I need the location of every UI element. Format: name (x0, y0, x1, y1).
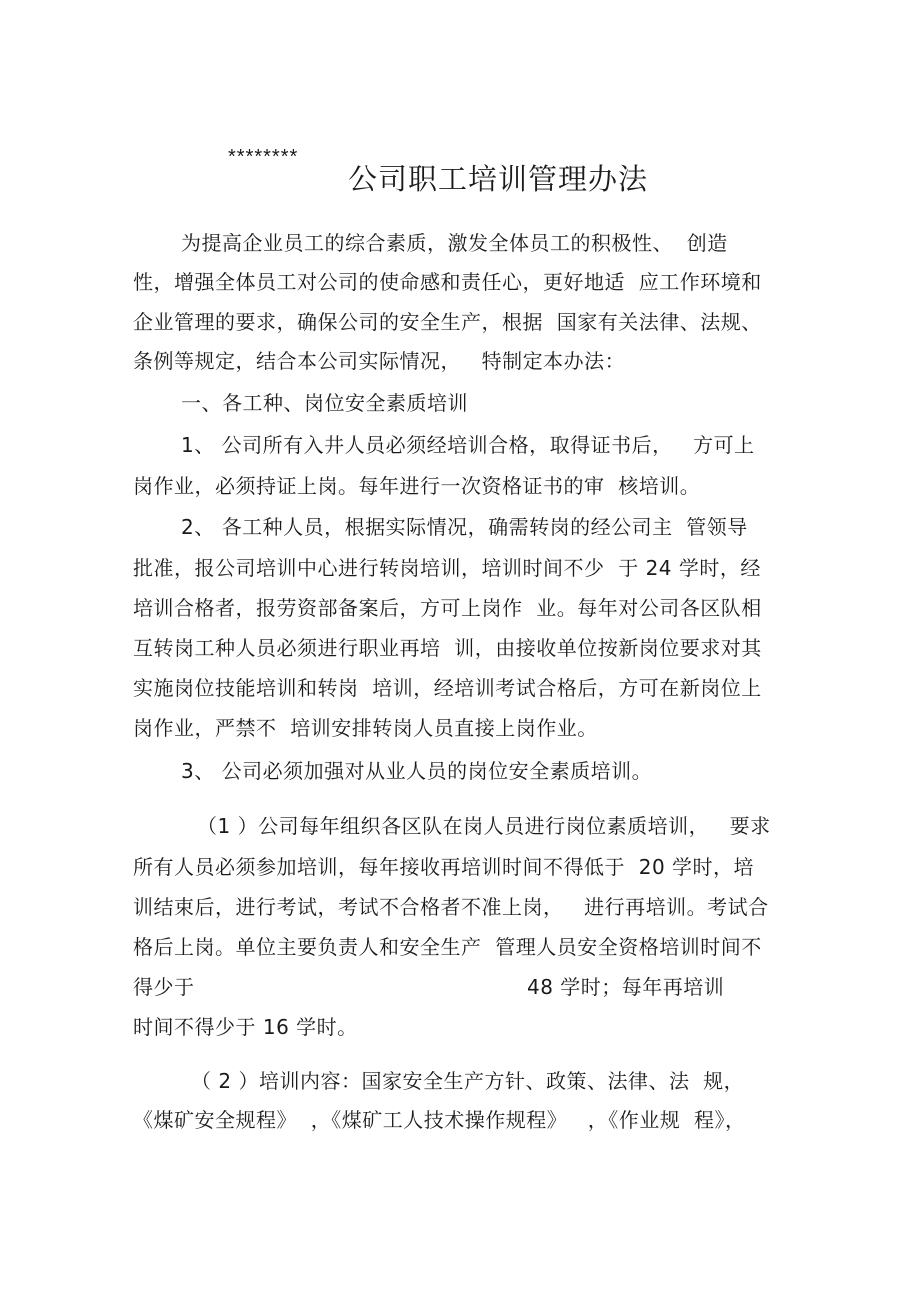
paragraph-line: 实施岗位技能培训和转岗 培训，经培训考试合格后，方可在新岗位上 (133, 676, 762, 700)
title-prefix: ******** (228, 146, 299, 168)
paragraph-line: 1、 公司所有入井人员必须经培训合格，取得证书后， 方可上 (181, 433, 755, 457)
paragraph-line: 岗作业，必须持证上岗。每年进行一次资格证书的审 核培训。 (133, 474, 701, 498)
paragraph-line: 企业管理的要求，确保公司的安全生产，根据 国家有关法律、法规、 (133, 310, 762, 334)
paragraph-line: 《煤矿安全规程》 ，《煤矿工人技术操作规程》 ，《作业规 程》， (133, 1108, 746, 1132)
paragraph-line: 训结束后，进行考试，考试不合格者不准上岗， 进行再培训。考试合 (133, 895, 769, 919)
paragraph-line: 时间不得少于 16 学时。 (133, 1015, 358, 1039)
page-title: 公司职工培训管理办法 (348, 162, 649, 196)
paragraph-line: 岗作业，严禁不 培训安排转岗人员直接上岗作业。 (133, 716, 598, 740)
paragraph-line: 2、 各工种人员，根据实际情况，确需转岗的经公司主 管领导 (181, 515, 748, 539)
paragraph-line: （1 ）公司每年组织各区队在岗人员进行岗位素质培训， 要求 (197, 814, 771, 838)
paragraph-line: 48 学时；每年再培训 (527, 975, 725, 999)
paragraph-line: （ 2 ）培训内容：国家安全生产方针、政策、法律、法 规， (191, 1069, 745, 1093)
paragraph-line: 得少于 (133, 975, 195, 999)
paragraph-line: 为提高企业员工的综合素质，激发全体员工的积极性、 创造 (181, 231, 728, 255)
paragraph-line: 培训合格者，报劳资部备案后，方可上岗作 业。每年对公司各区队相 (133, 596, 762, 620)
paragraph-line: 性，增强全体员工对公司的使命感和责任心，更好地适 应工作环境和 (133, 270, 762, 294)
paragraph-line: 批准，报公司培训中心进行转岗培训，培训时间不少 于 24 学时，经 (133, 556, 761, 580)
paragraph-line: 互转岗工种人员必须进行职业再培 训，由接收单位按新岗位要求对其 (133, 636, 762, 660)
paragraph-line: 所有人员必须参加培训，每年接收再培训时间不得低于 20 学时，培 (133, 855, 755, 879)
paragraph-line: 3、 公司必须加强对从业人员的岗位安全素质培训。 (181, 759, 653, 783)
section-heading: 一、各工种、岗位安全素质培训 (181, 391, 468, 415)
paragraph-line: 格后上岗。单位主要负责人和安全生产 管理人员安全资格培训时间不 (133, 935, 762, 959)
paragraph-line: 条例等规定，结合本公司实际情况， 特制定本办法： (133, 349, 626, 373)
